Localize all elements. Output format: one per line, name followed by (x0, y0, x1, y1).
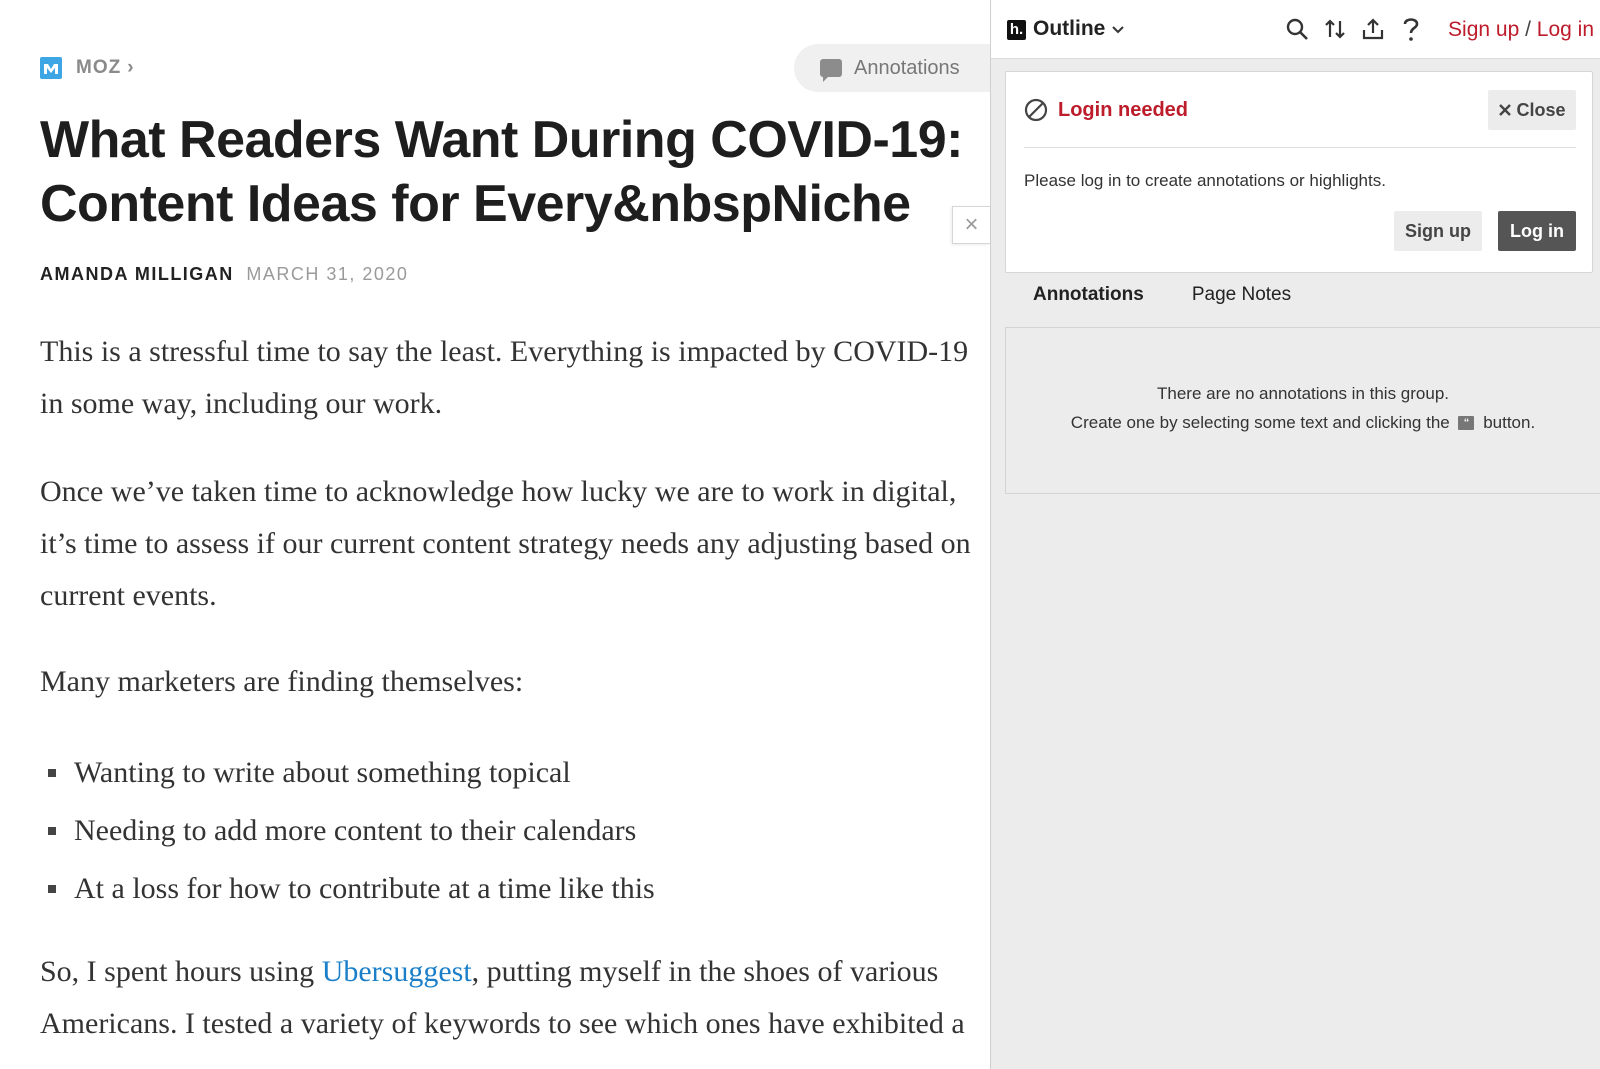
login-needed-message: Please log in to create annotations or highlights. (1024, 171, 1386, 190)
login-needed-header (1024, 98, 1188, 122)
prohibited-icon (1024, 98, 1048, 122)
paragraph-4-end: , putting myself in the shoes of various Americans. I tested a variety of keywords to see which ones have exhibited a (40, 955, 965, 1040)
empty-state-line-2 (1006, 413, 1600, 433)
close-panel-button[interactable] (1488, 90, 1576, 130)
author-name[interactable]: AMANDA MILLIGAN (40, 264, 234, 284)
login-button[interactable]: Log in (1498, 211, 1576, 251)
close-icon (1498, 103, 1512, 117)
bullet-square-icon (48, 769, 56, 777)
auth-links (1448, 18, 1594, 42)
sort-icon[interactable] (1322, 16, 1348, 42)
divider (1024, 147, 1576, 148)
hypothesis-sidebar (990, 0, 1600, 1069)
top-bar-icons (1284, 16, 1424, 42)
article-title (40, 108, 990, 236)
paragraph-1: This is a stressful time to say the least. Everything is impacted by COVID-19 in some way, including our work. (40, 335, 969, 420)
auth-separator: / (1519, 18, 1537, 41)
close-panel-label: Close (1516, 99, 1566, 120)
bullet-square-icon (48, 827, 56, 835)
login-needed-title: Login needed (1058, 98, 1188, 121)
annotate-quote-icon: “ (1458, 416, 1474, 430)
help-icon[interactable] (1398, 16, 1424, 42)
bullet-list (40, 744, 985, 918)
sidebar-tabs (1033, 284, 1291, 306)
empty-state-line-2-start: Create one by selecting some text and clicking the (1070, 413, 1450, 432)
empty-state-line-1: There are no annotations in this group. (1156, 384, 1450, 403)
signup-button[interactable]: Sign up (1394, 211, 1482, 251)
annotations-toggle-button[interactable] (794, 44, 990, 92)
ubersuggest-link[interactable]: Ubersuggest (321, 955, 472, 988)
login-needed-panel (1005, 71, 1593, 273)
group-selector[interactable] (1033, 17, 1125, 41)
chevron-down-icon (1111, 25, 1125, 35)
list-item (40, 744, 985, 802)
paragraph-2: Once we’ve taken time to acknowledge how lucky we are to work in digital, it’s time to assess if our current content strategy needs any adjusting based on current events. (40, 475, 971, 612)
byline (40, 264, 408, 285)
breadcrumb[interactable] (40, 56, 134, 80)
group-name: Outline (1033, 17, 1106, 40)
tab-page-notes[interactable]: Page Notes (1191, 284, 1292, 305)
paragraph-3: Many marketers are finding themselves: (40, 665, 524, 698)
list-item-text: At a loss for how to contribute at a time like this (74, 872, 655, 905)
list-item (40, 860, 985, 918)
search-icon[interactable] (1284, 16, 1310, 42)
list-item (40, 802, 985, 860)
close-icon: × (964, 211, 979, 238)
empty-state-panel (1005, 328, 1600, 494)
list-item-text: Wanting to write about something topical (74, 756, 571, 789)
speech-bubble-icon (820, 59, 842, 77)
paragraph-4-start: So, I spent hours using (40, 955, 322, 988)
bullet-square-icon (48, 885, 56, 893)
breadcrumb-site[interactable]: MOZ (76, 57, 122, 78)
login-link[interactable]: Log in (1536, 18, 1594, 41)
article-title-line-2: Content Ideas for Every&nbspNiche (40, 175, 911, 233)
annotations-toggle-label: Annotations (854, 56, 960, 79)
tab-annotations[interactable]: Annotations (1033, 284, 1144, 305)
list-item-text: Needing to add more content to their calendars (74, 814, 637, 847)
paragraph-4 (40, 946, 985, 1050)
sidebar-top-bar (991, 0, 1600, 59)
signup-link[interactable]: Sign up (1448, 18, 1520, 41)
hypothesis-logo-icon[interactable]: h. (1007, 20, 1026, 40)
moz-logo-icon (40, 57, 62, 79)
chevron-right-icon: › (127, 57, 134, 78)
article-title-line-1: What Readers Want During COVID-19: (40, 111, 963, 169)
empty-state-line-2-end: button. (1483, 413, 1536, 432)
close-sidebar-tab[interactable] (952, 206, 990, 244)
publish-date: MARCH 31, 2020 (246, 264, 409, 284)
share-icon[interactable] (1360, 16, 1386, 42)
